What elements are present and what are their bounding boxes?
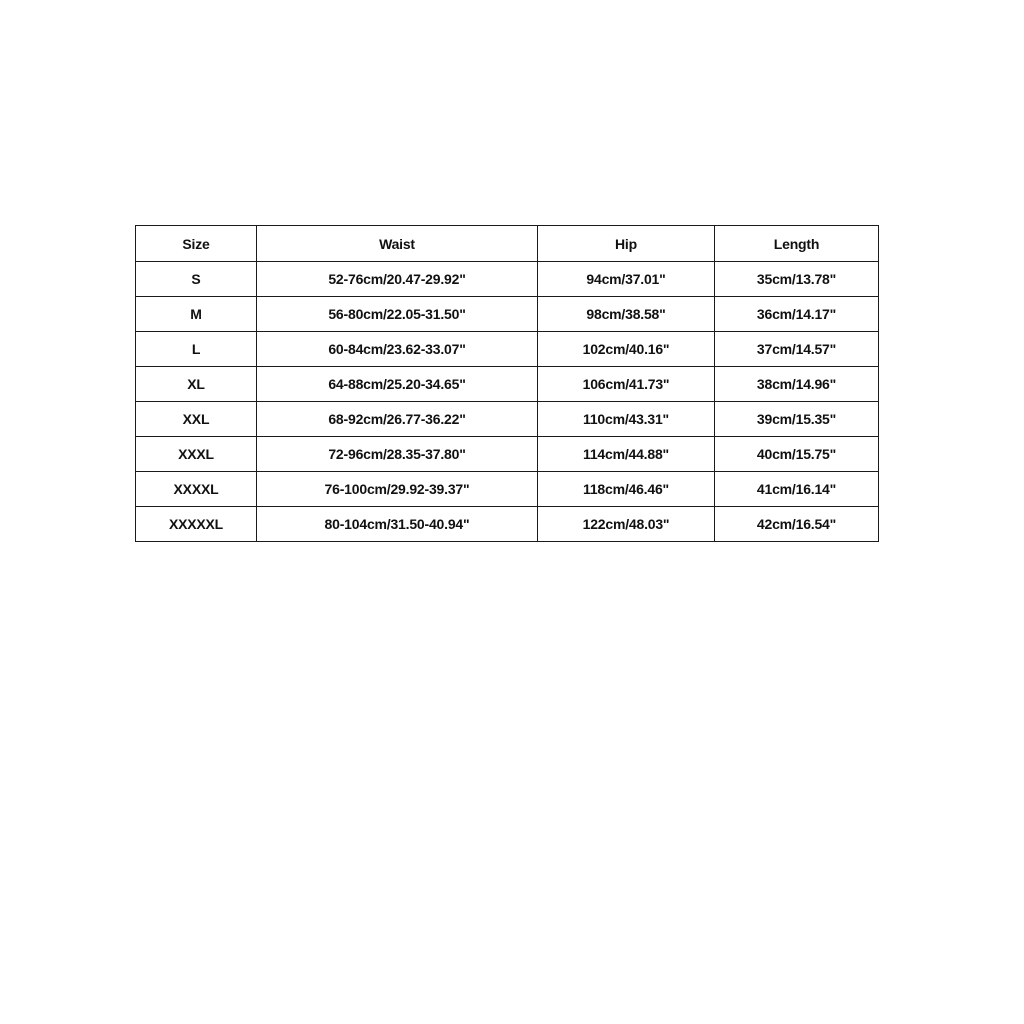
cell-hip: 122cm/48.03" [538, 507, 715, 542]
cell-size: S [136, 262, 257, 297]
table-row [136, 402, 879, 437]
cell-hip: 102cm/40.16" [538, 332, 715, 367]
cell-waist: 60-84cm/23.62-33.07" [257, 332, 538, 367]
cell-waist: 80-104cm/31.50-40.94" [257, 507, 538, 542]
header-length: Length [715, 226, 879, 262]
cell-length: 42cm/16.54" [715, 507, 879, 542]
cell-hip: 94cm/37.01" [538, 262, 715, 297]
cell-hip: 114cm/44.88" [538, 437, 715, 472]
cell-waist: 64-88cm/25.20-34.65" [257, 367, 538, 402]
cell-size: L [136, 332, 257, 367]
cell-size: XXXXXL [136, 507, 257, 542]
cell-length: 41cm/16.14" [715, 472, 879, 507]
header-row [136, 226, 879, 262]
cell-length: 40cm/15.75" [715, 437, 879, 472]
cell-length: 39cm/15.35" [715, 402, 879, 437]
cell-size: XXXL [136, 437, 257, 472]
cell-length: 38cm/14.96" [715, 367, 879, 402]
size-chart-header [136, 226, 879, 262]
table-row [136, 507, 879, 542]
header-size: Size [136, 226, 257, 262]
table-row [136, 437, 879, 472]
cell-hip: 110cm/43.31" [538, 402, 715, 437]
cell-waist: 68-92cm/26.77-36.22" [257, 402, 538, 437]
size-chart-body [136, 262, 879, 542]
cell-size: XXXXL [136, 472, 257, 507]
table-row [136, 297, 879, 332]
cell-waist: 72-96cm/28.35-37.80" [257, 437, 538, 472]
cell-hip: 106cm/41.73" [538, 367, 715, 402]
cell-hip: 98cm/38.58" [538, 297, 715, 332]
cell-hip: 118cm/46.46" [538, 472, 715, 507]
size-chart-table [135, 225, 879, 542]
cell-length: 37cm/14.57" [715, 332, 879, 367]
table-row [136, 472, 879, 507]
table-row [136, 262, 879, 297]
cell-size: XXL [136, 402, 257, 437]
header-hip: Hip [538, 226, 715, 262]
cell-waist: 56-80cm/22.05-31.50" [257, 297, 538, 332]
header-waist: Waist [257, 226, 538, 262]
table-row [136, 367, 879, 402]
cell-waist: 52-76cm/20.47-29.92" [257, 262, 538, 297]
table-row [136, 332, 879, 367]
cell-size: XL [136, 367, 257, 402]
cell-waist: 76-100cm/29.92-39.37" [257, 472, 538, 507]
cell-length: 35cm/13.78" [715, 262, 879, 297]
cell-length: 36cm/14.17" [715, 297, 879, 332]
cell-size: M [136, 297, 257, 332]
